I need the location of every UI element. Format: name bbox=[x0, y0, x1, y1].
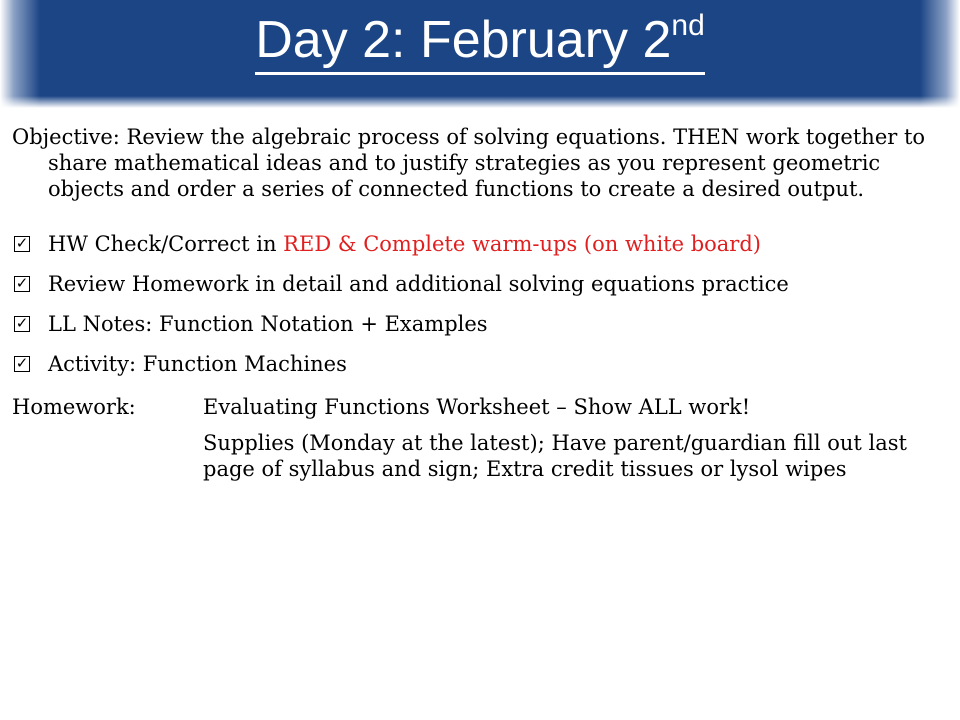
checkbox-icon: ✓ bbox=[15, 354, 29, 372]
agenda-item-text: HW Check/Correct in bbox=[48, 232, 284, 256]
agenda-item-highlight: RED & Complete warm-ups (on white board) bbox=[283, 232, 761, 256]
title-main: Day 2: February 2 bbox=[255, 11, 672, 69]
homework-label: Homework: bbox=[12, 395, 136, 419]
slide-content bbox=[12, 124, 942, 492]
homework-items bbox=[203, 394, 928, 492]
title-superscript: nd bbox=[671, 9, 705, 42]
page-title bbox=[0, 8, 960, 75]
checkbox-icon: ✓ bbox=[15, 314, 29, 332]
homework-item: Supplies (Monday at the latest); Have parent/guardian fill out last page of syllabus and sign; Extra credit tissues or lysol wipes bbox=[203, 431, 907, 481]
agenda-item bbox=[12, 344, 942, 384]
checkbox-icon: ✓ bbox=[15, 234, 29, 252]
checkbox-icon: ✓ bbox=[15, 274, 29, 292]
agenda-item-text: Review Homework in detail and additional solving equations practice bbox=[48, 272, 789, 296]
homework-item: Evaluating Functions Worksheet – Show ALL work! bbox=[203, 395, 751, 419]
agenda-item bbox=[12, 224, 942, 264]
agenda-item bbox=[12, 264, 942, 304]
agenda-item bbox=[12, 304, 942, 344]
objective-text: Objective: Review the algebraic process of solving equations. THEN work together to share mathematical ideas and to justify strategies as you represent geometric objects and order a series of connected functions to create a desired output. bbox=[12, 125, 926, 201]
homework-row bbox=[12, 394, 942, 492]
homework-section bbox=[12, 394, 942, 492]
agenda-item-text: LL Notes: Function Notation + Examples bbox=[48, 312, 488, 336]
title-band bbox=[0, 0, 960, 108]
agenda-item-text: Activity: Function Machines bbox=[48, 352, 347, 376]
agenda-list bbox=[12, 224, 942, 384]
title-text bbox=[255, 10, 705, 75]
